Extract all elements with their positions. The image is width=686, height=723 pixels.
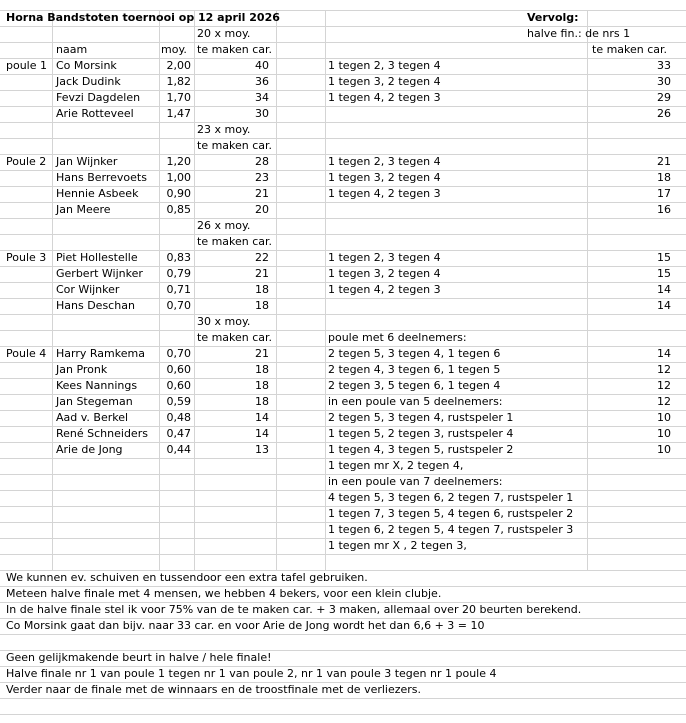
halve-finale-target[interactable]: 15: [657, 267, 671, 280]
schedule-line[interactable]: 2 tegen 3, 5 tegen 6, 1 tegen 4: [328, 379, 501, 392]
grid-row-line: [0, 138, 686, 139]
player-moyenne[interactable]: 0,71: [166, 283, 191, 296]
poule-car-header[interactable]: te maken car.: [197, 43, 273, 56]
poule-car-header[interactable]: te maken car.: [197, 139, 273, 152]
vervolg-title[interactable]: Vervolg:: [527, 11, 579, 24]
schedule-line[interactable]: 1 tegen mr X, 2 tegen 4,: [328, 459, 464, 472]
player-target-caramboles[interactable]: 28: [255, 155, 269, 168]
schedule-line[interactable]: 2 tegen 5, 3 tegen 4, rustspeler 1: [328, 411, 514, 424]
player-target-caramboles[interactable]: 22: [255, 251, 269, 264]
poule-factor-header[interactable]: 26 x moy.: [197, 219, 251, 232]
schedule-line[interactable]: 1 tegen 3, 2 tegen 4: [328, 267, 441, 280]
player-moyenne[interactable]: 0,83: [166, 251, 191, 264]
note-line[interactable]: In de halve finale stel ik voor 75% van de te maken car. + 3 maken, allemaal over 20 beurten berekend.: [6, 603, 582, 616]
grid-row-line: [0, 122, 686, 123]
grid-row-line: [0, 42, 686, 43]
grid-row-line: [0, 218, 686, 219]
poule-car-header[interactable]: te maken car.: [197, 331, 273, 344]
player-moyenne[interactable]: 1,47: [166, 107, 191, 120]
player-moyenne[interactable]: 0,70: [166, 299, 191, 312]
player-target-caramboles[interactable]: 18: [255, 299, 269, 312]
poule-label[interactable]: Poule 2: [6, 155, 47, 168]
player-target-caramboles[interactable]: 21: [255, 267, 269, 280]
player-moyenne[interactable]: 1,70: [166, 91, 191, 104]
player-name[interactable]: Gerbert Wijnker: [56, 267, 143, 280]
halve-finale-target[interactable]: 15: [657, 251, 671, 264]
grid-row-line: [0, 714, 686, 715]
player-name[interactable]: Jan Meere: [56, 203, 111, 216]
player-target-caramboles[interactable]: 18: [255, 395, 269, 408]
player-name[interactable]: Hans Berrevoets: [56, 171, 147, 184]
player-moyenne[interactable]: 0,60: [166, 379, 191, 392]
player-name[interactable]: Harry Ramkema: [56, 347, 145, 360]
halve-finale-target[interactable]: 14: [657, 299, 671, 312]
player-name[interactable]: Jan Stegeman: [56, 395, 133, 408]
player-moyenne[interactable]: 0,59: [166, 395, 191, 408]
player-name[interactable]: Jack Dudink: [56, 75, 121, 88]
halve-finale-target[interactable]: 33: [657, 59, 671, 72]
schedule-line[interactable]: 1 tegen 6, 2 tegen 5, 4 tegen 7, rustspeler 3: [328, 523, 574, 536]
poule-factor-header[interactable]: 23 x moy.: [197, 123, 251, 136]
note-line[interactable]: We kunnen ev. schuiven en tussendoor een extra tafel gebruiken.: [6, 571, 368, 584]
player-target-caramboles[interactable]: 21: [255, 347, 269, 360]
player-moyenne[interactable]: 0,79: [166, 267, 191, 280]
halve-finale-target[interactable]: 12: [657, 363, 671, 376]
note-line[interactable]: Meteen halve finale met 4 mensen, we hebben 4 bekers, voor een klein clubje.: [6, 587, 442, 600]
schedule-line[interactable]: 1 tegen 2, 3 tegen 4: [328, 59, 441, 72]
note-line[interactable]: Halve finale nr 1 van poule 1 tegen nr 1 van poule 2, nr 1 van poule 3 tegen nr 1 poule 4: [6, 667, 497, 680]
halve-finale-target[interactable]: 10: [657, 427, 671, 440]
moy-header[interactable]: moy.: [161, 43, 187, 56]
player-name[interactable]: Hans Deschan: [56, 299, 135, 312]
grid-row-line: [0, 698, 686, 699]
grid-column-line: [325, 10, 326, 570]
player-name[interactable]: Jan Pronk: [56, 363, 108, 376]
poule-factor-header[interactable]: 20 x moy.: [197, 27, 251, 40]
player-moyenne[interactable]: 0,47: [166, 427, 191, 440]
naam-header[interactable]: naam: [56, 43, 88, 56]
player-moyenne[interactable]: 2,00: [166, 59, 191, 72]
player-target-caramboles[interactable]: 21: [255, 187, 269, 200]
poule-label[interactable]: poule 1: [6, 59, 48, 72]
player-target-caramboles[interactable]: 18: [255, 379, 269, 392]
note-line[interactable]: Verder naar de finale met de winnaars en de troostfinale met de verliezers.: [6, 683, 422, 696]
halve-finale-target[interactable]: 29: [657, 91, 671, 104]
player-target-caramboles[interactable]: 20: [255, 203, 269, 216]
grid-column-line: [276, 10, 277, 570]
halve-finale-target[interactable]: 16: [657, 203, 671, 216]
player-moyenne[interactable]: 1,20: [166, 155, 191, 168]
player-moyenne[interactable]: 1,00: [166, 171, 191, 184]
player-name[interactable]: Arie Rotteveel: [56, 107, 134, 120]
grid-row-line: [0, 554, 686, 555]
grid-row-line: [0, 234, 686, 235]
player-name[interactable]: Hennie Asbeek: [56, 187, 139, 200]
schedule-line[interactable]: 1 tegen 4, 3 tegen 5, rustspeler 2: [328, 443, 514, 456]
player-moyenne[interactable]: 0,44: [166, 443, 191, 456]
player-name[interactable]: Jan Wijnker: [56, 155, 118, 168]
halve-finale-target[interactable]: 10: [657, 443, 671, 456]
schedule-line[interactable]: 2 tegen 4, 3 tegen 6, 1 tegen 5: [328, 363, 501, 376]
note-line[interactable]: Geen gelijkmakende beurt in halve / hele finale!: [6, 651, 272, 664]
player-target-caramboles[interactable]: 14: [255, 427, 269, 440]
schedule-line[interactable]: 1 tegen 4, 2 tegen 3: [328, 91, 441, 104]
schedule-line[interactable]: in een poule van 5 deelnemers:: [328, 395, 503, 408]
player-moyenne[interactable]: 0,85: [166, 203, 191, 216]
vervolg-column-label[interactable]: te maken car.: [592, 43, 668, 56]
player-target-caramboles[interactable]: 36: [255, 75, 269, 88]
halve-finale-target[interactable]: 26: [657, 107, 671, 120]
player-target-caramboles[interactable]: 30: [255, 107, 269, 120]
poule-label[interactable]: Poule 4: [6, 347, 47, 360]
player-moyenne[interactable]: 0,90: [166, 187, 191, 200]
schedule-line[interactable]: 1 tegen 3, 2 tegen 4: [328, 75, 441, 88]
player-name[interactable]: Co Morsink: [56, 59, 117, 72]
schedule-line[interactable]: 1 tegen 7, 3 tegen 5, 4 tegen 6, rustspeler 2: [328, 507, 574, 520]
player-name[interactable]: Fevzi Dagdelen: [56, 91, 141, 104]
schedule-line[interactable]: 1 tegen mr X , 2 tegen 3,: [328, 539, 467, 552]
grid-row-line: [0, 634, 686, 635]
sheet-title[interactable]: Horna Bandstoten toernooi op 12 april 2026: [6, 11, 280, 24]
player-target-caramboles[interactable]: 13: [255, 443, 269, 456]
halve-finale-target[interactable]: 10: [657, 411, 671, 424]
schedule-line[interactable]: 1 tegen 2, 3 tegen 4: [328, 155, 441, 168]
poule4-schedule-header[interactable]: poule met 6 deelnemers:: [328, 331, 467, 344]
vervolg-subtitle[interactable]: halve fin.: de nrs 1: [527, 27, 631, 40]
schedule-line[interactable]: 2 tegen 5, 3 tegen 4, 1 tegen 6: [328, 347, 501, 360]
schedule-line[interactable]: 4 tegen 5, 3 tegen 6, 2 tegen 7, rustspeler 1: [328, 491, 574, 504]
player-target-caramboles[interactable]: 18: [255, 363, 269, 376]
player-name[interactable]: Arie de Jong: [56, 443, 123, 456]
halve-finale-target[interactable]: 14: [657, 283, 671, 296]
schedule-line[interactable]: 1 tegen 4, 2 tegen 3: [328, 187, 441, 200]
player-target-caramboles[interactable]: 34: [255, 91, 269, 104]
schedule-line[interactable]: 1 tegen 4, 2 tegen 3: [328, 283, 441, 296]
halve-finale-target[interactable]: 17: [657, 187, 671, 200]
poule-factor-header[interactable]: 30 x moy.: [197, 315, 251, 328]
halve-finale-target[interactable]: 14: [657, 347, 671, 360]
player-name[interactable]: René Schneiders: [56, 427, 148, 440]
schedule-line[interactable]: in een poule van 7 deelnemers:: [328, 475, 503, 488]
player-name[interactable]: Piet Hollestelle: [56, 251, 138, 264]
halve-finale-target[interactable]: 18: [657, 171, 671, 184]
player-name[interactable]: Cor Wijnker: [56, 283, 120, 296]
halve-finale-target[interactable]: 21: [657, 155, 671, 168]
schedule-line[interactable]: 1 tegen 5, 2 tegen 3, rustspeler 4: [328, 427, 514, 440]
player-name[interactable]: Kees Nannings: [56, 379, 138, 392]
player-target-caramboles[interactable]: 23: [255, 171, 269, 184]
player-target-caramboles[interactable]: 14: [255, 411, 269, 424]
player-moyenne[interactable]: 1,82: [166, 75, 191, 88]
player-moyenne[interactable]: 0,48: [166, 411, 191, 424]
poule-car-header[interactable]: te maken car.: [197, 235, 273, 248]
player-name[interactable]: Aad v. Berkel: [56, 411, 129, 424]
schedule-line[interactable]: 1 tegen 2, 3 tegen 4: [328, 251, 441, 264]
grid-column-line: [52, 10, 53, 570]
halve-finale-target[interactable]: 12: [657, 379, 671, 392]
player-moyenne[interactable]: 0,60: [166, 363, 191, 376]
halve-finale-target[interactable]: 12: [657, 395, 671, 408]
schedule-line[interactable]: 1 tegen 3, 2 tegen 4: [328, 171, 441, 184]
note-line[interactable]: Co Morsink gaat dan bijv. naar 33 car. en voor Arie de Jong wordt het dan 6,6 + 3 = 10: [6, 619, 485, 632]
halve-finale-target[interactable]: 30: [657, 75, 671, 88]
grid-row-line: [0, 314, 686, 315]
player-target-caramboles[interactable]: 40: [255, 59, 269, 72]
player-target-caramboles[interactable]: 18: [255, 283, 269, 296]
poule-label[interactable]: Poule 3: [6, 251, 47, 264]
player-moyenne[interactable]: 0,70: [166, 347, 191, 360]
